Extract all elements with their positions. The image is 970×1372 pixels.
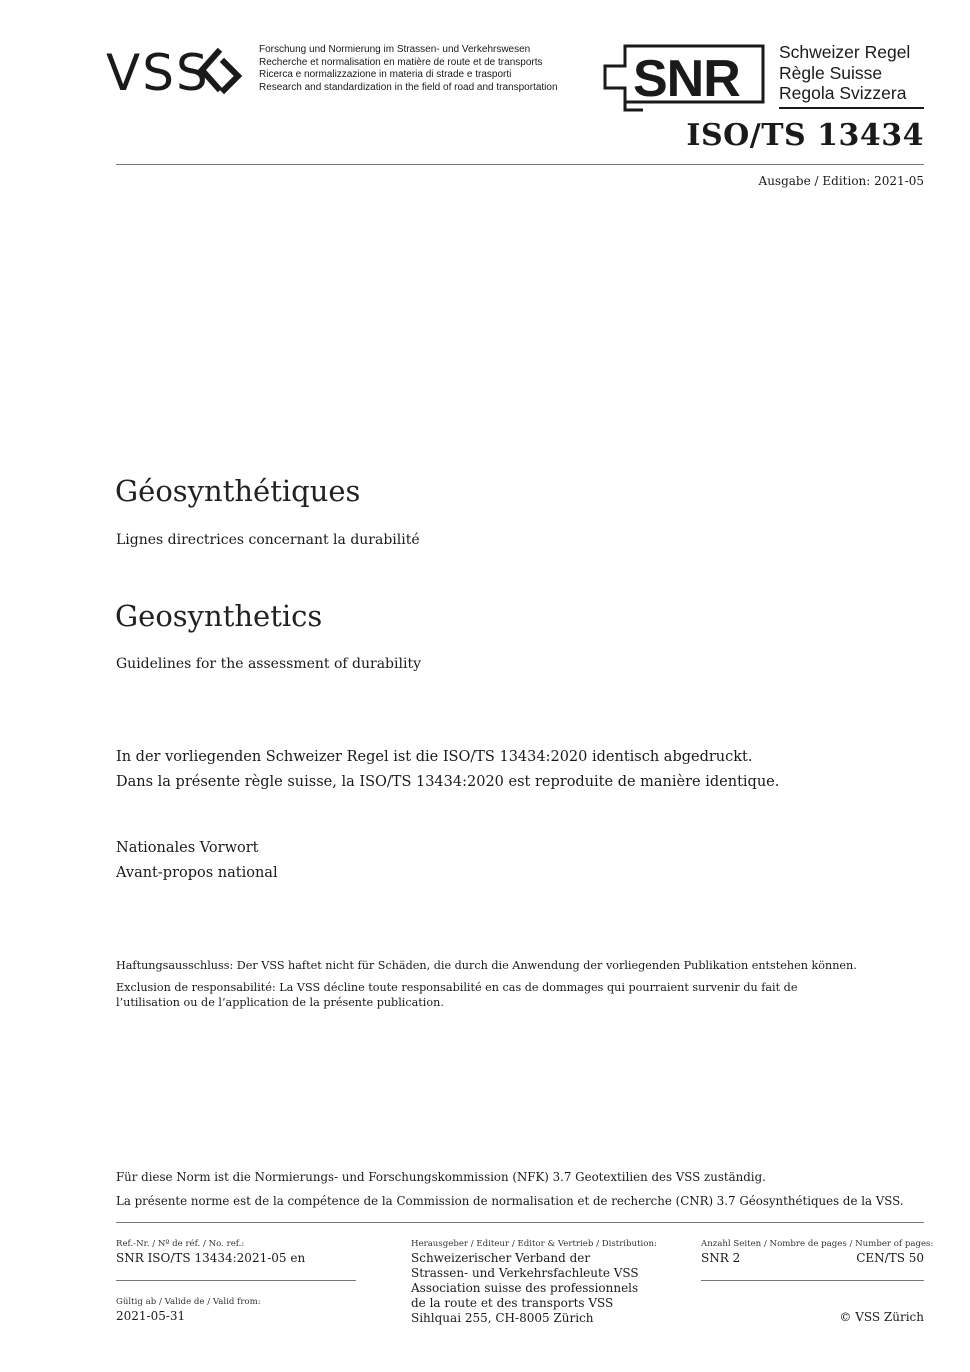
snr-underline: [779, 107, 924, 109]
publisher-line: Association suisse des professionnels: [411, 1281, 639, 1295]
vss-tagline-fr: Recherche et normalisation en matière de route et de transports: [259, 56, 543, 68]
title-english: Geosynthetics: [115, 599, 323, 633]
publisher-line: Schweizerischer Verband der: [411, 1251, 591, 1265]
vss-tagline-de: Forschung und Normierung im Strassen- und Verkehrswesen: [259, 44, 531, 55]
reference-divider: [116, 1280, 356, 1281]
identity-notice-french: Dans la présente règle suisse, la ISO/TS 13434:2020 est reproduite de manière identique.: [116, 774, 780, 790]
page-count-label: Anzahl Seiten / Nombre de pages / Number of pages:: [701, 1239, 934, 1249]
document-number: ISO/TS 13434: [686, 118, 924, 153]
disclaimer-french: Exclusion de responsabilité: La VSS décline toute responsabilité en cas de dommages qui pourraient survenir du fait de l’utilisation ou de l’application de la présente publication.: [116, 981, 798, 1009]
responsibility-french: La présente norme est de la compétence de la Commission de normalisation et de recherche (CNR) 3.7 Géosynthétiques de la VSS.: [116, 1194, 904, 1208]
subtitle-english: Guidelines for the assessment of durability: [116, 656, 421, 672]
vss-tagline: [259, 44, 558, 94]
subtitle-french: Lignes directrices concernant la durabilité: [116, 532, 420, 548]
snr-logo: [603, 44, 773, 112]
page-count-cen: CEN/TS 50: [856, 1251, 924, 1265]
publisher-line: Strassen- und Verkehrsfachleute VSS: [411, 1266, 639, 1280]
vss-logo-text: VSS: [106, 44, 210, 96]
snr-label-de: Schweizer Regel: [779, 42, 911, 62]
publisher-line: Sihlquai 255, CH-8005 Zürich: [411, 1311, 594, 1325]
copyright-notice: © VSS Zürich: [839, 1310, 924, 1324]
footer-divider: [116, 1222, 924, 1223]
snr-label-it: Regola Svizzera: [779, 83, 907, 103]
snr-label: [779, 42, 910, 104]
vss-tagline-en: Research and standardization in the field of road and transportation: [259, 81, 558, 93]
responsibility-german: Für diese Norm ist die Normierungs- und Forschungskommission (NFK) 3.7 Geotextilien des VSS zuständig.: [116, 1170, 766, 1184]
publisher-line: de la route et des transports VSS: [411, 1296, 614, 1310]
title-french: Géosynthétiques: [115, 474, 361, 508]
valid-from-date: 2021-05-31: [116, 1309, 186, 1323]
publisher-address: [411, 1251, 639, 1326]
vss-logo: [106, 44, 251, 96]
reference-label: Ref.-Nr. / Nº de réf. / No. ref.:: [116, 1239, 245, 1249]
disclaimer-german: Haftungsausschluss: Der VSS haftet nicht für Schäden, die durch die Anwendung der vorliegenden Publikation entstehen können.: [116, 959, 857, 972]
publisher-label: Herausgeber / Editeur / Editor & Vertrieb / Distribution:: [411, 1239, 657, 1249]
edition-date: Ausgabe / Edition: 2021-05: [758, 174, 924, 188]
valid-from-label: Gültig ab / Valide de / Valid from:: [116, 1297, 261, 1307]
header-divider: [116, 164, 924, 165]
identity-notice-german: In der vorliegenden Schweizer Regel ist die ISO/TS 13434:2020 identisch abgedruckt.: [116, 749, 753, 765]
vss-tagline-it: Ricerca e normalizzazione in materia di strade e trasporti: [259, 69, 512, 80]
national-foreword-french: Avant-propos national: [116, 865, 278, 881]
page-count-snr: SNR 2: [701, 1251, 741, 1265]
snr-logo-text: SNR: [633, 50, 740, 108]
national-foreword-german: Nationales Vorwort: [116, 840, 259, 856]
snr-label-fr: Règle Suisse: [779, 62, 883, 83]
reference-number: SNR ISO/TS 13434:2021-05 en: [116, 1251, 306, 1265]
page-count-divider: [701, 1280, 924, 1281]
